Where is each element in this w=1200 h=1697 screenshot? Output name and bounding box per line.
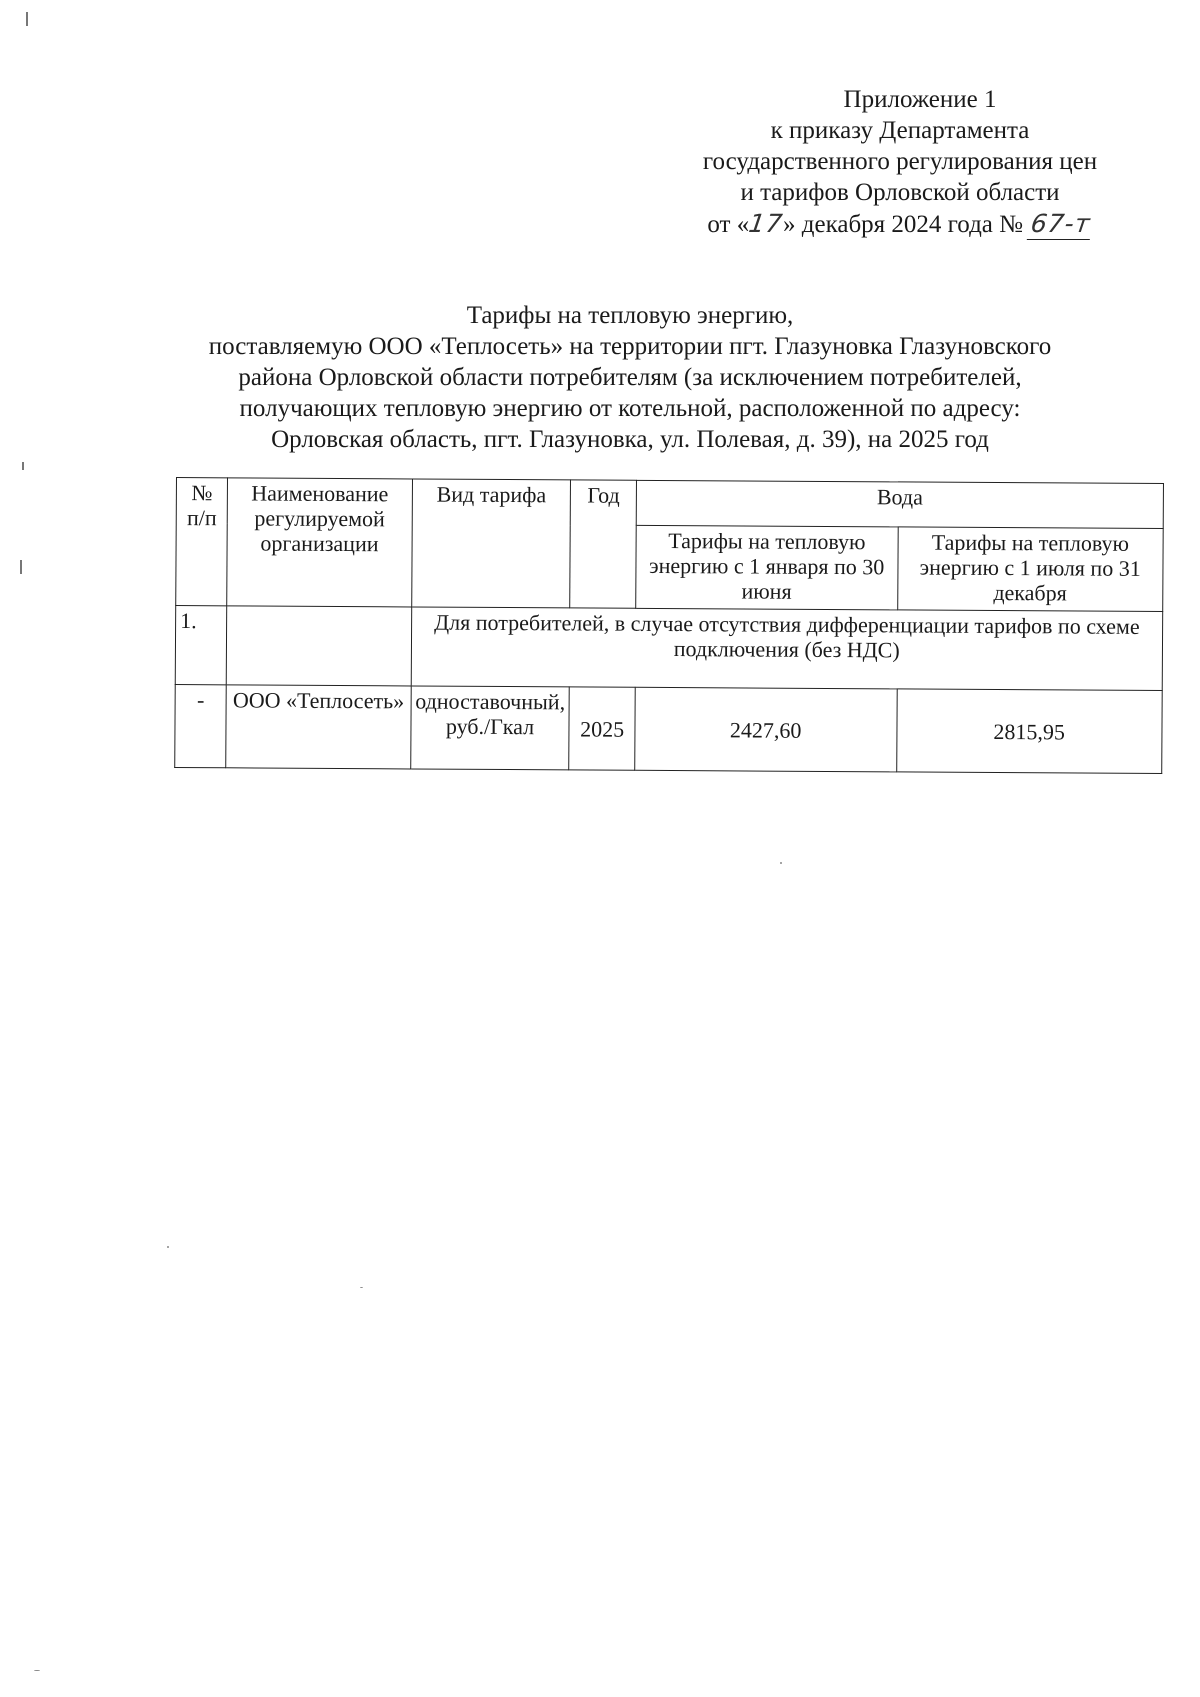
header-org: Наименование регулируемой организации [227, 478, 412, 607]
header-num: № п/п [176, 478, 228, 606]
handwritten-day: 17 [747, 209, 786, 238]
header-period-1: Тарифы на тепловую энергию с 1 января по 30 июня [636, 525, 898, 610]
row-num: - [175, 684, 227, 767]
appendix-line-4: и тарифов Орловской области [740, 179, 1060, 206]
row-org: ООО «Теплосеть» [226, 685, 411, 769]
title-line-4: получающих тепловую энергию от котельной, расположенной по адресу: [239, 395, 1021, 422]
scan-edge-mark [26, 12, 28, 26]
header-tariff-type: Вид тарифа [411, 479, 571, 608]
header-water: Вода [636, 480, 1163, 528]
table-row [175, 606, 1162, 691]
appendix-line-3: государственного регулирования цен [702, 148, 1098, 175]
scan-speck [780, 862, 782, 864]
scan-speck [34, 1670, 40, 1671]
appendix-line-5 [660, 208, 1140, 240]
row-value-1: 2427,60 [635, 687, 897, 772]
row-value-2: 2815,95 [896, 689, 1162, 774]
title-line-3: района Орловской области потребителям (за исключением потребителей, [238, 364, 1022, 391]
order-date-prefix: от « [707, 211, 750, 238]
appendix-header [660, 84, 1140, 240]
scan-speck [360, 1287, 363, 1288]
appendix-line-2: к приказу Департамента [770, 117, 1030, 144]
row-year: 2025 [569, 687, 635, 770]
row-tariff-type: одноставочный, руб./Гкал [410, 686, 569, 770]
group-description: Для потребителей, в случае отсутствия дифференциации тарифов по схеме подключения (без НДС) [411, 607, 1163, 691]
header-year: Год [570, 480, 636, 608]
header-period-2: Тарифы на тепловую энергию с 1 июля по 31 декабря [897, 527, 1163, 612]
scan-edge-mark [20, 560, 22, 574]
title-line-1: Тарифы на тепловую энергию, [466, 302, 794, 329]
group-num: 1. [175, 606, 227, 685]
tariff-table [174, 477, 1164, 774]
group-empty-cell [226, 606, 411, 686]
table-header-row [176, 478, 1163, 529]
title-line-2: поставляемую ООО «Теплосеть» на территории пгт. Глазуновка Глазуновского [208, 333, 1052, 360]
order-date-middle: » декабря 2024 года № [783, 211, 1023, 238]
handwritten-order-number: 67-т [1027, 208, 1095, 240]
table-row [175, 684, 1162, 773]
appendix-line-1: Приложение 1 [843, 86, 997, 113]
document-title [100, 300, 1160, 455]
scan-speck [167, 1246, 169, 1248]
scan-edge-mark [22, 462, 24, 470]
title-line-5: Орловская область, пгт. Глазуновка, ул. Полевая, д. 39), на 2025 год [271, 426, 989, 453]
